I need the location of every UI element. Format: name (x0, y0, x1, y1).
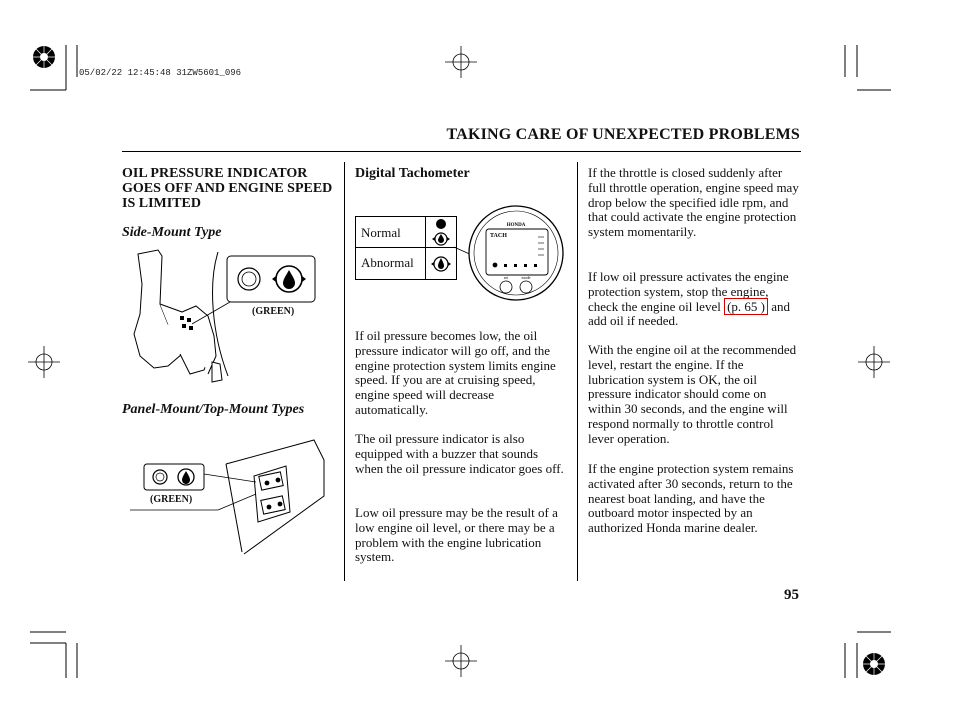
page-reference-link[interactable]: (p. 65 ) (724, 298, 768, 315)
tachometer-heading: Digital Tachometer (355, 166, 470, 181)
side-mount-label: Side-Mount Type (122, 225, 222, 240)
tach-label: TACH (490, 233, 507, 239)
right-paragraph: If the engine protection system remains activated after 30 seconds, return to the nearest boat landing, and have the outboard motor inspected by an authorized Honda marine dealer. (588, 461, 794, 536)
oil-can-lit-icon (428, 218, 454, 246)
middle-paragraph: The oil pressure indicator is also equipped with a buzzer that sounds when the oil pressure indicator goes off. (355, 431, 564, 476)
tach-brand: HONDA (506, 223, 526, 228)
print-header: 05/02/22 12:45:48 31ZW5601_096 (79, 68, 242, 78)
table-row (356, 217, 456, 248)
column-divider (577, 162, 578, 581)
table-row (356, 248, 456, 279)
middle-paragraph: Low oil pressure may be the result of a low engine oil level, or there may be a problem with the engine lubrication system. (355, 505, 558, 565)
page-number: 95 (784, 587, 799, 603)
row-label-abnormal: Abnormal (361, 255, 414, 270)
middle-paragraph: If oil pressure becomes low, the oil pressure indicator will go off, and the engine protection system limits engine speed. If you are at cruising speed, engine speed will decrease automatically. (355, 328, 556, 417)
tach-set-button: set (503, 275, 509, 280)
right-paragraph: With the engine oil at the recommended level, restart the engine. If the lubrication system is OK, the oil pressure indicator should come on within 30 seconds, and the engine will respond normally to throttle control lever operation. (588, 342, 797, 446)
oil-can-unlit-icon (428, 249, 454, 277)
right-paragraph: If the throttle is closed suddenly after full throttle operation, engine speed may drop below the specified idle rpm, and that could activate the engine protection system momentarily. (588, 165, 799, 240)
digital-tachometer (454, 203, 572, 303)
panel-mount-label: Panel-Mount/Top-Mount Types (122, 402, 305, 417)
section-heading: OIL PRESSURE INDICATOR GOES OFF AND ENGINE SPEED IS LIMITED (122, 166, 333, 211)
column-divider (344, 162, 345, 581)
indicator-table (355, 216, 457, 280)
side-mount-callout: (GREEN) (252, 306, 295, 317)
side-mount-illustration (120, 244, 335, 384)
title-rule (122, 151, 801, 152)
right-paragraph (588, 270, 802, 329)
right-paragraph-text: If low oil pressure activates the engine protection system, stop the engine, check the engine oil level (588, 269, 789, 314)
panel-mount-callout: (GREEN) (150, 494, 193, 505)
tach-mode-button: mode (521, 275, 531, 280)
page-title: TAKING CARE OF UNEXPECTED PROBLEMS (446, 126, 800, 143)
row-label-normal: Normal (361, 225, 401, 240)
right-paragraph-text: and add oil if needed. (588, 298, 791, 329)
